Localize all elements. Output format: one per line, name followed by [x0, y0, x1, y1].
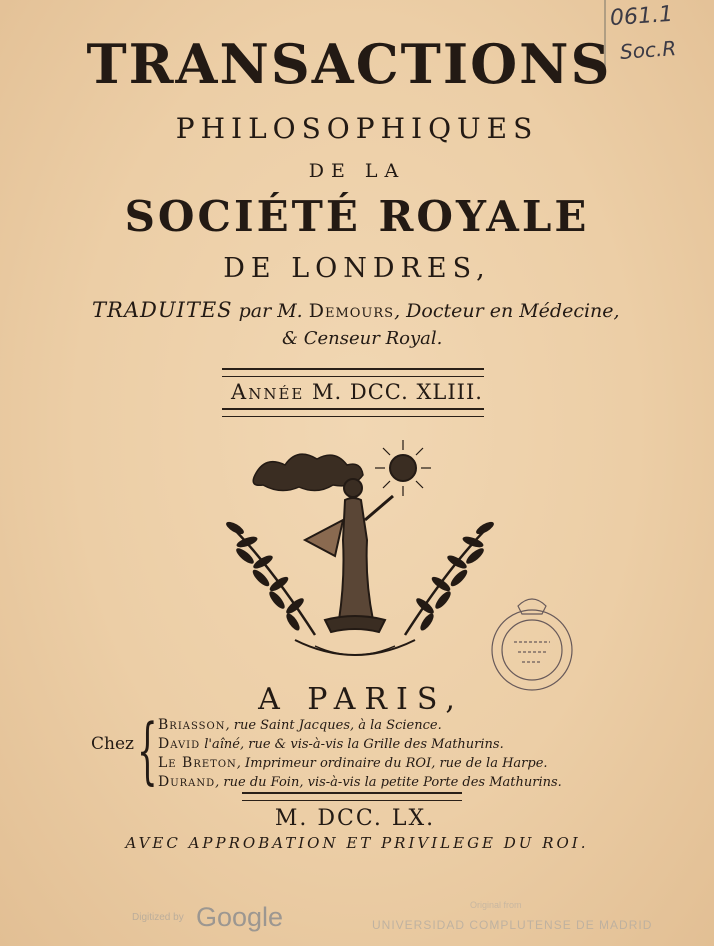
par-word: par M.: [232, 300, 309, 322]
title-de-londres: DE LONDRES,: [223, 253, 491, 284]
title-de-la: DE LA: [308, 160, 406, 182]
chez-label: Chez: [91, 734, 134, 754]
bottom-rule: [222, 408, 484, 417]
imprint-date: M. DCC. LX.: [274, 806, 436, 831]
library-stamp: [484, 586, 580, 696]
library-watermark: UNIVERSIDAD COMPLUTENSE DE MADRID: [372, 918, 653, 932]
printer-vignette-engraving: [205, 430, 505, 670]
seller-address: l'aîné, rue & vis-à-vis la Grille des Mathurins.: [200, 737, 504, 752]
seller-row: [158, 735, 562, 754]
seller-name: Durand: [158, 774, 216, 790]
seller-address: , rue du Foin, vis-à-vis la petite Porte des Mathurins.: [215, 775, 562, 790]
translator-line: [92, 298, 620, 322]
seller-name: David: [158, 736, 201, 752]
translator-role-line2: & Censeur Royal.: [282, 328, 443, 349]
shelfmark-number: 061.1: [609, 1, 674, 32]
top-rule: [222, 368, 484, 377]
original-from-label: Original from: [470, 900, 522, 910]
translator-name: Demours: [308, 300, 395, 322]
imprint-rule: [242, 792, 462, 801]
digitized-by-label: Digitized by: [132, 912, 184, 923]
title-transactions: TRANSACTIONS: [86, 32, 612, 96]
seller-address: , rue Saint Jacques, à la Science.: [225, 718, 442, 733]
seller-row: [158, 773, 562, 792]
seller-brace: {: [137, 708, 158, 792]
seller-row: [158, 754, 562, 773]
traduites-word: TRADUITES: [92, 298, 233, 322]
privilege-line: AVEC APPROBATION ET PRIVILEGE DU ROI.: [125, 834, 589, 852]
shelfmark-code: Soc.R: [619, 36, 677, 64]
seller-name: Le Breton: [158, 755, 237, 771]
title-philosophiques: PHILOSOPHIQUES: [175, 112, 539, 145]
seller-row: [158, 716, 562, 735]
year-value: M. DCC. XLIII.: [304, 380, 483, 404]
annee-word: Année: [231, 380, 305, 404]
imprint-city: A PARIS,: [258, 682, 464, 717]
seller-address: , Imprimeur ordinaire du ROI, rue de la Harpe.: [236, 756, 548, 771]
year-line: [0, 380, 714, 404]
seller-list: [158, 716, 562, 792]
translator-role: , Docteur en Médecine,: [394, 300, 620, 322]
title-societe-royale: SOCIÉTÉ ROYALE: [124, 192, 590, 241]
seller-name: Briasson: [158, 717, 226, 733]
google-watermark: Google: [196, 902, 284, 932]
